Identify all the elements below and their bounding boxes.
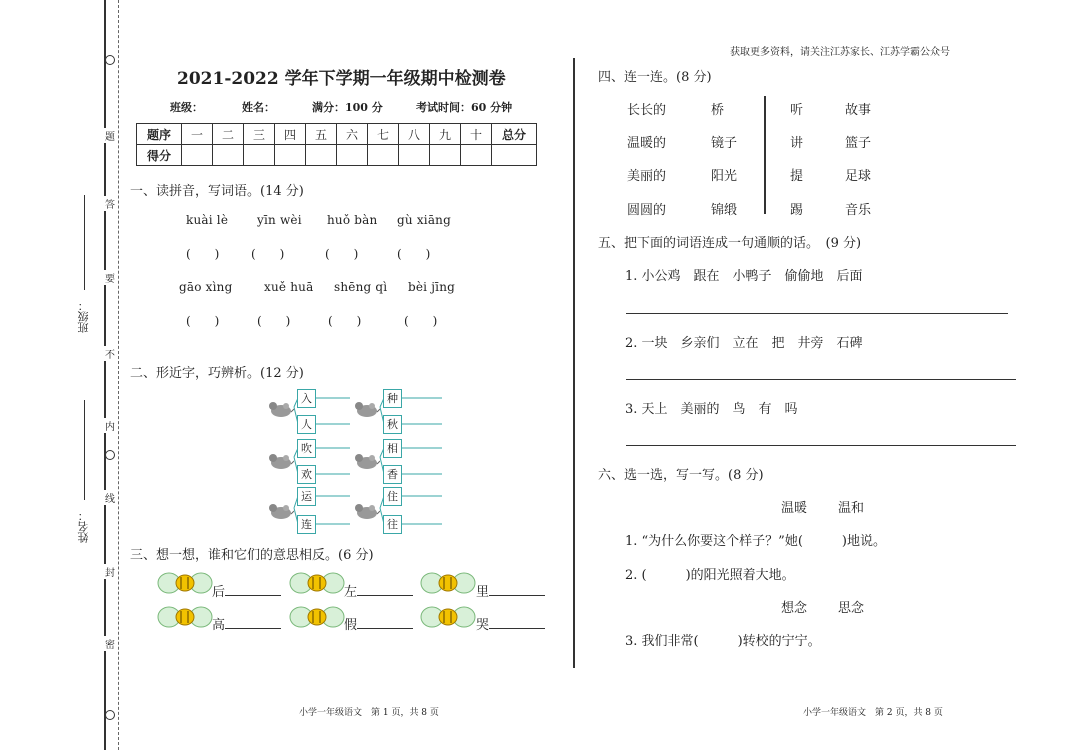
char-box: 住 (383, 487, 402, 506)
score-table-header: 题序 (137, 124, 182, 145)
answer-line[interactable] (626, 313, 1008, 314)
fill-sentence[interactable]: 2. ( )的阳光照着大地。 (625, 568, 795, 583)
answer-parens[interactable]: ( ) (186, 314, 220, 328)
pinyin: huǒ bàn (327, 213, 378, 227)
char-box: 香 (383, 465, 402, 484)
binding-char: 要 (104, 270, 116, 285)
char-box: 往 (383, 515, 402, 534)
q1-title: 一、读拼音，写词语。(14 分) (130, 184, 304, 199)
score-cell[interactable] (213, 145, 244, 166)
binding-char: 密 (104, 636, 116, 651)
match-item[interactable]: 足球 (845, 169, 872, 184)
binding-char: 线 (104, 490, 116, 505)
q2-connector-lines (290, 390, 450, 535)
word-choice: 温暖 (781, 501, 808, 516)
binding-name-label: 姓名： (77, 510, 90, 543)
binding-char: 不 (104, 346, 116, 361)
word-choice: 思念 (838, 601, 865, 616)
bee-icon (157, 606, 213, 628)
antonym-item: 后 (212, 581, 281, 600)
class-label: 班级： (170, 101, 203, 114)
score-table (136, 123, 537, 166)
score-cell[interactable] (492, 145, 537, 166)
fill-sentence[interactable]: 1. “为什么你要这个样子？”她( )地说。 (625, 534, 886, 549)
score-col: 六 (337, 124, 368, 145)
column-divider (573, 58, 575, 668)
score-col: 八 (399, 124, 430, 145)
answer-blank[interactable] (225, 583, 281, 596)
match-item[interactable]: 音乐 (845, 203, 872, 218)
bee-icon (157, 572, 213, 594)
q6-title: 六、选一选，写一写。(8 分) (598, 468, 764, 483)
score-cell[interactable] (306, 145, 337, 166)
binding-hole (105, 450, 115, 460)
char-box: 秋 (383, 415, 402, 434)
answer-blank[interactable] (357, 583, 413, 596)
char-box: 人 (297, 415, 316, 434)
pinyin: gù xiāng (397, 213, 451, 227)
antonym-item: 里 (476, 581, 545, 600)
bee-icon (289, 606, 345, 628)
char-box: 入 (297, 389, 316, 408)
answer-parens[interactable]: ( ) (404, 314, 438, 328)
pinyin: xuě huā (264, 280, 314, 294)
binding-char: 题 (104, 128, 116, 143)
match-divider (764, 96, 766, 214)
binding-class-label: 班级： (77, 300, 90, 333)
score-cell[interactable] (182, 145, 213, 166)
answer-blank[interactable] (489, 616, 545, 629)
score-cell[interactable] (368, 145, 399, 166)
answer-line[interactable] (626, 379, 1016, 380)
q4-title: 四、连一连。(8 分) (598, 70, 712, 85)
char-box: 欢 (297, 465, 316, 484)
match-item[interactable]: 锦缎 (711, 203, 738, 218)
pinyin: kuài lè (186, 213, 229, 227)
answer-parens[interactable]: ( ) (186, 247, 220, 261)
page-title: 2021-2022 学年下学期一年级期中检测卷 (177, 69, 506, 89)
binding-dashed-line (118, 0, 119, 750)
score-col: 七 (368, 124, 399, 145)
footer-right: 小学一年级语文 第 2 页，共 8 页 (803, 708, 943, 718)
answer-blank[interactable] (489, 583, 545, 596)
score-cell[interactable] (244, 145, 275, 166)
answer-line[interactable] (626, 445, 1016, 446)
match-item[interactable]: 美丽的 (627, 169, 667, 184)
char-box: 吹 (297, 439, 316, 458)
score-col: 五 (306, 124, 337, 145)
pinyin: gāo xìng (179, 280, 233, 294)
score-cell[interactable] (275, 145, 306, 166)
q5-title: 五、把下面的词语连成一句通顺的话。 (9 分) (598, 236, 862, 251)
antonym-item: 哭 (476, 614, 545, 633)
answer-blank[interactable] (225, 616, 281, 629)
match-item[interactable]: 提 (790, 169, 804, 184)
score-col: 四 (275, 124, 306, 145)
word-choice: 想念 (781, 601, 808, 616)
answer-parens[interactable]: ( ) (251, 247, 285, 261)
binding-char: 答 (104, 196, 116, 211)
binding-char: 封 (104, 564, 116, 579)
antonym-item: 左 (344, 581, 413, 600)
score-col: 三 (244, 124, 275, 145)
match-item[interactable]: 踢 (790, 203, 804, 218)
score-row-label: 得分 (137, 145, 182, 166)
answer-parens[interactable]: ( ) (257, 314, 291, 328)
full-score: 满分：100 分 (312, 101, 383, 114)
match-item[interactable]: 圆圆的 (627, 203, 667, 218)
pinyin: bèi jīng (408, 280, 456, 294)
match-item[interactable]: 听 (790, 103, 804, 118)
match-item[interactable]: 故事 (845, 103, 872, 118)
match-item[interactable]: 温暖的 (627, 136, 667, 151)
char-box: 运 (297, 487, 316, 506)
char-box: 种 (383, 389, 402, 408)
match-item[interactable]: 阳光 (711, 169, 738, 184)
score-col-total: 总分 (492, 124, 537, 145)
footer-left: 小学一年级语文 第 1 页，共 8 页 (299, 708, 439, 718)
answer-parens[interactable]: ( ) (397, 247, 431, 261)
match-item[interactable]: 篮子 (845, 136, 872, 151)
fill-sentence[interactable]: 3. 我们非常( )转校的宁宁。 (625, 634, 821, 649)
score-cell[interactable] (461, 145, 492, 166)
score-cell[interactable] (430, 145, 461, 166)
pinyin: yīn wèi (257, 213, 302, 227)
match-item[interactable]: 桥 (711, 103, 725, 118)
antonym-item: 假 (344, 614, 413, 633)
sentence-item: 1. 小公鸡 跟在 小鸭子 偷偷地 后面 (625, 269, 863, 284)
match-item[interactable]: 镜子 (711, 136, 738, 151)
name-write-line (84, 400, 85, 500)
answer-parens[interactable]: ( ) (325, 247, 359, 261)
bee-icon (420, 572, 476, 594)
score-cell[interactable] (399, 145, 430, 166)
score-col: 十 (461, 124, 492, 145)
name-label: 姓名： (242, 101, 275, 114)
answer-parens[interactable]: ( ) (328, 314, 362, 328)
bee-icon (289, 572, 345, 594)
sentence-item: 3. 天上 美丽的 鸟 有 吗 (625, 402, 798, 417)
bee-icon (420, 606, 476, 628)
class-write-line (84, 195, 85, 290)
q3-title: 三、想一想，谁和它们的意思相反。(6 分) (130, 548, 374, 563)
match-item[interactable]: 长长的 (627, 103, 667, 118)
match-item[interactable]: 讲 (790, 136, 804, 151)
char-box: 相 (383, 439, 402, 458)
sentence-item: 2. 一块 乡亲们 立在 把 井旁 石碑 (625, 336, 863, 351)
score-cell[interactable] (337, 145, 368, 166)
score-col: 一 (182, 124, 213, 145)
word-choice: 温和 (838, 501, 865, 516)
char-box: 连 (297, 515, 316, 534)
binding-char: 内 (104, 418, 116, 433)
notice-text: 获取更多资料，请关注江苏家长、江苏学霸公众号 (730, 47, 950, 58)
score-col: 二 (213, 124, 244, 145)
exam-time: 考试时间：60 分钟 (416, 101, 513, 114)
score-col: 九 (430, 124, 461, 145)
binding-hole (105, 710, 115, 720)
binding-hole (105, 55, 115, 65)
pinyin: shēng qì (334, 280, 388, 294)
antonym-item: 高 (212, 614, 281, 633)
answer-blank[interactable] (357, 616, 413, 629)
q2-title: 二、形近字，巧辨析。(12 分) (130, 366, 304, 381)
